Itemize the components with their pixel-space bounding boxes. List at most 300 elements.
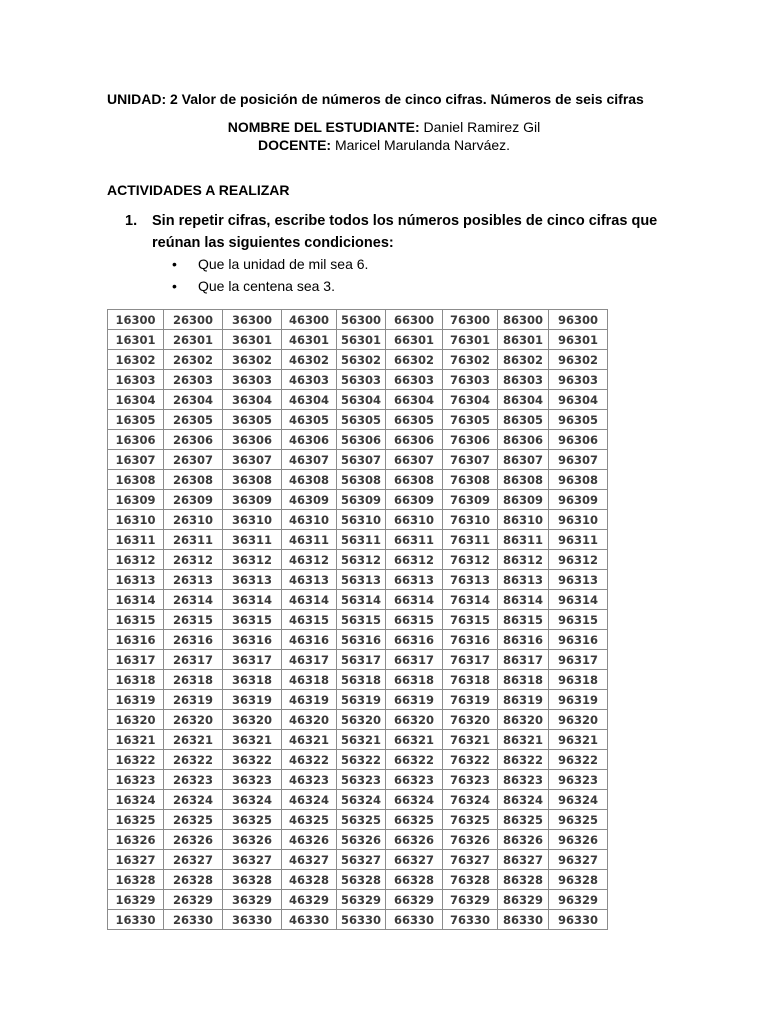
table-cell: 46308 xyxy=(282,470,337,490)
table-cell: 86315 xyxy=(498,610,549,630)
table-cell: 36314 xyxy=(223,590,282,610)
table-cell: 76322 xyxy=(443,750,498,770)
table-cell: 46313 xyxy=(282,570,337,590)
table-row xyxy=(108,350,608,370)
table-cell: 36328 xyxy=(223,870,282,890)
table-cell: 86328 xyxy=(498,870,549,890)
table-cell: 26314 xyxy=(164,590,223,610)
condition-item xyxy=(172,275,368,297)
activities-heading: ACTIVIDADES A REALIZAR xyxy=(107,182,290,198)
table-cell: 66300 xyxy=(386,310,443,330)
table-cell: 26313 xyxy=(164,570,223,590)
table-cell: 56303 xyxy=(337,370,386,390)
table-cell: 46311 xyxy=(282,530,337,550)
table-cell: 66314 xyxy=(386,590,443,610)
table-cell: 36301 xyxy=(223,330,282,350)
table-row xyxy=(108,850,608,870)
table-cell: 76319 xyxy=(443,690,498,710)
table-row xyxy=(108,810,608,830)
numbers-table xyxy=(107,309,608,930)
table-cell: 46314 xyxy=(282,590,337,610)
table-cell: 46302 xyxy=(282,350,337,370)
table-cell: 16327 xyxy=(108,850,164,870)
table-cell: 76324 xyxy=(443,790,498,810)
table-cell: 86312 xyxy=(498,550,549,570)
table-cell: 36306 xyxy=(223,430,282,450)
table-cell: 76314 xyxy=(443,590,498,610)
table-cell: 26330 xyxy=(164,910,223,930)
table-cell: 76329 xyxy=(443,890,498,910)
table-cell: 56301 xyxy=(337,330,386,350)
table-cell: 86300 xyxy=(498,310,549,330)
table-cell: 96307 xyxy=(549,450,608,470)
table-cell: 56305 xyxy=(337,410,386,430)
table-cell: 86322 xyxy=(498,750,549,770)
table-cell: 36310 xyxy=(223,510,282,530)
table-cell: 86320 xyxy=(498,710,549,730)
table-cell: 76327 xyxy=(443,850,498,870)
table-cell: 26304 xyxy=(164,390,223,410)
table-cell: 16330 xyxy=(108,910,164,930)
table-cell: 46316 xyxy=(282,630,337,650)
table-cell: 26311 xyxy=(164,530,223,550)
table-cell: 16329 xyxy=(108,890,164,910)
table-row xyxy=(108,550,608,570)
table-cell: 46323 xyxy=(282,770,337,790)
table-cell: 26305 xyxy=(164,410,223,430)
teacher-label: DOCENTE: xyxy=(257,137,332,153)
table-cell: 26303 xyxy=(164,370,223,390)
table-cell: 26320 xyxy=(164,710,223,730)
table-cell: 46304 xyxy=(282,390,337,410)
table-cell: 16316 xyxy=(108,630,164,650)
table-cell: 36316 xyxy=(223,630,282,650)
table-cell: 36325 xyxy=(223,810,282,830)
table-cell: 76321 xyxy=(443,730,498,750)
table-cell: 56306 xyxy=(337,430,386,450)
table-cell: 46328 xyxy=(282,870,337,890)
table-cell: 66309 xyxy=(386,490,443,510)
table-cell: 26315 xyxy=(164,610,223,630)
table-cell: 36309 xyxy=(223,490,282,510)
table-cell: 26306 xyxy=(164,430,223,450)
table-cell: 66315 xyxy=(386,610,443,630)
table-cell: 76307 xyxy=(443,450,498,470)
table-cell: 76315 xyxy=(443,610,498,630)
table-row xyxy=(108,830,608,850)
table-cell: 66320 xyxy=(386,710,443,730)
table-cell: 66311 xyxy=(386,530,443,550)
table-cell: 16310 xyxy=(108,510,164,530)
table-cell: 76311 xyxy=(443,530,498,550)
table-cell: 56317 xyxy=(337,650,386,670)
table-cell: 36302 xyxy=(223,350,282,370)
table-row xyxy=(108,490,608,510)
table-row xyxy=(108,630,608,650)
table-cell: 16328 xyxy=(108,870,164,890)
table-cell: 16322 xyxy=(108,750,164,770)
table-cell: 76317 xyxy=(443,650,498,670)
table-cell: 66313 xyxy=(386,570,443,590)
table-cell: 26328 xyxy=(164,870,223,890)
table-row xyxy=(108,710,608,730)
table-row xyxy=(108,450,608,470)
table-cell: 96304 xyxy=(549,390,608,410)
table-row xyxy=(108,430,608,450)
table-cell: 66316 xyxy=(386,630,443,650)
table-cell: 26302 xyxy=(164,350,223,370)
table-cell: 76303 xyxy=(443,370,498,390)
table-cell: 96301 xyxy=(549,330,608,350)
table-cell: 96326 xyxy=(549,830,608,850)
table-cell: 56309 xyxy=(337,490,386,510)
table-cell: 66312 xyxy=(386,550,443,570)
table-cell: 86330 xyxy=(498,910,549,930)
table-cell: 56304 xyxy=(337,390,386,410)
table-cell: 96314 xyxy=(549,590,608,610)
table-cell: 56315 xyxy=(337,610,386,630)
table-cell: 96302 xyxy=(549,350,608,370)
table-cell: 16313 xyxy=(108,570,164,590)
table-cell: 16305 xyxy=(108,410,164,430)
table-cell: 46300 xyxy=(282,310,337,330)
table-cell: 36323 xyxy=(223,770,282,790)
table-cell: 56325 xyxy=(337,810,386,830)
table-cell: 96321 xyxy=(549,730,608,750)
table-cell: 56308 xyxy=(337,470,386,490)
table-cell: 16301 xyxy=(108,330,164,350)
table-cell: 66301 xyxy=(386,330,443,350)
table-cell: 66307 xyxy=(386,450,443,470)
table-cell: 86329 xyxy=(498,890,549,910)
table-cell: 36304 xyxy=(223,390,282,410)
table-cell: 26321 xyxy=(164,730,223,750)
table-cell: 16303 xyxy=(108,370,164,390)
table-cell: 96313 xyxy=(549,570,608,590)
table-cell: 66302 xyxy=(386,350,443,370)
table-cell: 46303 xyxy=(282,370,337,390)
table-cell: 26326 xyxy=(164,830,223,850)
table-row xyxy=(108,610,608,630)
table-row xyxy=(108,510,608,530)
table-cell: 36305 xyxy=(223,410,282,430)
table-cell: 56329 xyxy=(337,890,386,910)
table-cell: 66317 xyxy=(386,650,443,670)
table-cell: 36308 xyxy=(223,470,282,490)
table-row xyxy=(108,870,608,890)
table-cell: 86309 xyxy=(498,490,549,510)
table-cell: 46306 xyxy=(282,430,337,450)
table-cell: 16304 xyxy=(108,390,164,410)
table-cell: 66310 xyxy=(386,510,443,530)
table-cell: 56307 xyxy=(337,450,386,470)
table-cell: 56322 xyxy=(337,750,386,770)
table-row xyxy=(108,570,608,590)
table-cell: 66323 xyxy=(386,770,443,790)
table-cell: 66330 xyxy=(386,910,443,930)
table-cell: 66306 xyxy=(386,430,443,450)
table-cell: 26317 xyxy=(164,650,223,670)
table-cell: 16323 xyxy=(108,770,164,790)
question-number: 1. xyxy=(125,213,138,229)
table-row xyxy=(108,890,608,910)
table-cell: 56318 xyxy=(337,670,386,690)
table-cell: 66322 xyxy=(386,750,443,770)
table-row xyxy=(108,910,608,930)
table-cell: 86306 xyxy=(498,430,549,450)
table-cell: 86319 xyxy=(498,690,549,710)
table-cell: 56327 xyxy=(337,850,386,870)
table-cell: 96315 xyxy=(549,610,608,630)
condition-text: Que la centena sea 3. xyxy=(198,278,335,294)
table-cell: 36317 xyxy=(223,650,282,670)
table-cell: 56312 xyxy=(337,550,386,570)
table-cell: 46325 xyxy=(282,810,337,830)
table-cell: 96312 xyxy=(549,550,608,570)
table-cell: 96320 xyxy=(549,710,608,730)
table-cell: 16314 xyxy=(108,590,164,610)
table-cell: 76308 xyxy=(443,470,498,490)
table-cell: 76313 xyxy=(443,570,498,590)
table-cell: 86326 xyxy=(498,830,549,850)
table-cell: 16315 xyxy=(108,610,164,630)
table-cell: 96316 xyxy=(549,630,608,650)
table-row xyxy=(108,530,608,550)
table-cell: 56324 xyxy=(337,790,386,810)
teacher-line xyxy=(0,137,768,153)
table-row xyxy=(108,470,608,490)
table-cell: 36315 xyxy=(223,610,282,630)
table-cell: 66325 xyxy=(386,810,443,830)
student-line xyxy=(0,119,768,135)
table-cell: 66324 xyxy=(386,790,443,810)
table-cell: 86323 xyxy=(498,770,549,790)
table-cell: 56311 xyxy=(337,530,386,550)
table-cell: 66318 xyxy=(386,670,443,690)
condition-item xyxy=(172,253,368,275)
table-cell: 46301 xyxy=(282,330,337,350)
table-cell: 86303 xyxy=(498,370,549,390)
table-cell: 86301 xyxy=(498,330,549,350)
table-cell: 86305 xyxy=(498,410,549,430)
table-cell: 96309 xyxy=(549,490,608,510)
table-cell: 86314 xyxy=(498,590,549,610)
table-cell: 76318 xyxy=(443,670,498,690)
table-cell: 76325 xyxy=(443,810,498,830)
table-cell: 56310 xyxy=(337,510,386,530)
table-row xyxy=(108,310,608,330)
table-cell: 86310 xyxy=(498,510,549,530)
table-cell: 66303 xyxy=(386,370,443,390)
table-cell: 36324 xyxy=(223,790,282,810)
table-cell: 16302 xyxy=(108,350,164,370)
table-cell: 76300 xyxy=(443,310,498,330)
table-cell: 76320 xyxy=(443,710,498,730)
table-cell: 16308 xyxy=(108,470,164,490)
table-cell: 56328 xyxy=(337,870,386,890)
table-cell: 86313 xyxy=(498,570,549,590)
table-cell: 46327 xyxy=(282,850,337,870)
table-cell: 16326 xyxy=(108,830,164,850)
table-row xyxy=(108,750,608,770)
table-cell: 56314 xyxy=(337,590,386,610)
table-cell: 36321 xyxy=(223,730,282,750)
table-cell: 56323 xyxy=(337,770,386,790)
table-cell: 16318 xyxy=(108,670,164,690)
table-cell: 46317 xyxy=(282,650,337,670)
conditions-list xyxy=(172,253,368,297)
table-cell: 66308 xyxy=(386,470,443,490)
table-cell: 96324 xyxy=(549,790,608,810)
table-cell: 16311 xyxy=(108,530,164,550)
table-cell: 26323 xyxy=(164,770,223,790)
table-cell: 66327 xyxy=(386,850,443,870)
table-cell: 96303 xyxy=(549,370,608,390)
table-cell: 26327 xyxy=(164,850,223,870)
table-row xyxy=(108,370,608,390)
table-cell: 96322 xyxy=(549,750,608,770)
table-cell: 26319 xyxy=(164,690,223,710)
table-cell: 26309 xyxy=(164,490,223,510)
table-cell: 46330 xyxy=(282,910,337,930)
table-row xyxy=(108,330,608,350)
bullet-icon: • xyxy=(172,256,177,272)
table-cell: 56326 xyxy=(337,830,386,850)
table-cell: 66326 xyxy=(386,830,443,850)
table-cell: 26310 xyxy=(164,510,223,530)
table-cell: 96305 xyxy=(549,410,608,430)
table-cell: 86325 xyxy=(498,810,549,830)
table-cell: 16312 xyxy=(108,550,164,570)
table-cell: 76304 xyxy=(443,390,498,410)
table-cell: 36312 xyxy=(223,550,282,570)
table-cell: 16309 xyxy=(108,490,164,510)
table-cell: 36322 xyxy=(223,750,282,770)
student-label: NOMBRE DEL ESTUDIANTE: xyxy=(227,119,420,135)
unit-title: UNIDAD: 2 Valor de posición de números de cinco cifras. Números de seis cifras xyxy=(107,91,644,107)
table-cell: 46310 xyxy=(282,510,337,530)
table-row xyxy=(108,410,608,430)
table-cell: 86308 xyxy=(498,470,549,490)
table-cell: 26325 xyxy=(164,810,223,830)
table-cell: 46322 xyxy=(282,750,337,770)
table-cell: 16320 xyxy=(108,710,164,730)
table-cell: 86307 xyxy=(498,450,549,470)
table-cell: 36330 xyxy=(223,910,282,930)
table-cell: 26324 xyxy=(164,790,223,810)
table-cell: 36327 xyxy=(223,850,282,870)
table-cell: 76302 xyxy=(443,350,498,370)
table-cell: 76316 xyxy=(443,630,498,650)
table-cell: 16319 xyxy=(108,690,164,710)
table-cell: 36307 xyxy=(223,450,282,470)
table-cell: 86304 xyxy=(498,390,549,410)
table-row xyxy=(108,590,608,610)
table-cell: 76323 xyxy=(443,770,498,790)
table-cell: 76328 xyxy=(443,870,498,890)
table-cell: 86316 xyxy=(498,630,549,650)
table-cell: 36326 xyxy=(223,830,282,850)
table-cell: 96323 xyxy=(549,770,608,790)
condition-text: Que la unidad de mil sea 6. xyxy=(198,256,369,272)
table-cell: 36329 xyxy=(223,890,282,910)
student-name: Daniel Ramirez Gil xyxy=(419,119,541,135)
table-row xyxy=(108,770,608,790)
table-row xyxy=(108,790,608,810)
table-cell: 96311 xyxy=(549,530,608,550)
table-cell: 96306 xyxy=(549,430,608,450)
table-cell: 56316 xyxy=(337,630,386,650)
table-row xyxy=(108,670,608,690)
table-cell: 56313 xyxy=(337,570,386,590)
table-cell: 46320 xyxy=(282,710,337,730)
table-cell: 56330 xyxy=(337,910,386,930)
table-cell: 76312 xyxy=(443,550,498,570)
table-cell: 76306 xyxy=(443,430,498,450)
table-cell: 26301 xyxy=(164,330,223,350)
table-cell: 46307 xyxy=(282,450,337,470)
table-row xyxy=(108,390,608,410)
table-cell: 96300 xyxy=(549,310,608,330)
table-cell: 96327 xyxy=(549,850,608,870)
table-cell: 56302 xyxy=(337,350,386,370)
table-cell: 56321 xyxy=(337,730,386,750)
table-cell: 26329 xyxy=(164,890,223,910)
bullet-icon: • xyxy=(172,278,177,294)
table-cell: 86324 xyxy=(498,790,549,810)
table-cell: 46329 xyxy=(282,890,337,910)
table-cell: 26322 xyxy=(164,750,223,770)
teacher-name: Maricel Marulanda Narváez. xyxy=(331,137,511,153)
table-cell: 46309 xyxy=(282,490,337,510)
table-cell: 56300 xyxy=(337,310,386,330)
table-cell: 76330 xyxy=(443,910,498,930)
table-cell: 26318 xyxy=(164,670,223,690)
table-cell: 16324 xyxy=(108,790,164,810)
table-cell: 36318 xyxy=(223,670,282,690)
table-cell: 46312 xyxy=(282,550,337,570)
table-cell: 86311 xyxy=(498,530,549,550)
table-cell: 76326 xyxy=(443,830,498,850)
table-cell: 36303 xyxy=(223,370,282,390)
table-cell: 66319 xyxy=(386,690,443,710)
table-cell: 36311 xyxy=(223,530,282,550)
table-cell: 96330 xyxy=(549,910,608,930)
table-cell: 76305 xyxy=(443,410,498,430)
table-cell: 26300 xyxy=(164,310,223,330)
table-cell: 96318 xyxy=(549,670,608,690)
table-cell: 16306 xyxy=(108,430,164,450)
table-cell: 36320 xyxy=(223,710,282,730)
table-cell: 66305 xyxy=(386,410,443,430)
table-cell: 96310 xyxy=(549,510,608,530)
table-cell: 46315 xyxy=(282,610,337,630)
table-cell: 26316 xyxy=(164,630,223,650)
table-cell: 36319 xyxy=(223,690,282,710)
table-cell: 86317 xyxy=(498,650,549,670)
table-cell: 96325 xyxy=(549,810,608,830)
table-cell: 96328 xyxy=(549,870,608,890)
table-cell: 76301 xyxy=(443,330,498,350)
table-cell: 26312 xyxy=(164,550,223,570)
table-cell: 86321 xyxy=(498,730,549,750)
table-cell: 76309 xyxy=(443,490,498,510)
table-cell: 66321 xyxy=(386,730,443,750)
table-cell: 26308 xyxy=(164,470,223,490)
table-cell: 56320 xyxy=(337,710,386,730)
table-cell: 86318 xyxy=(498,670,549,690)
table-cell: 36313 xyxy=(223,570,282,590)
